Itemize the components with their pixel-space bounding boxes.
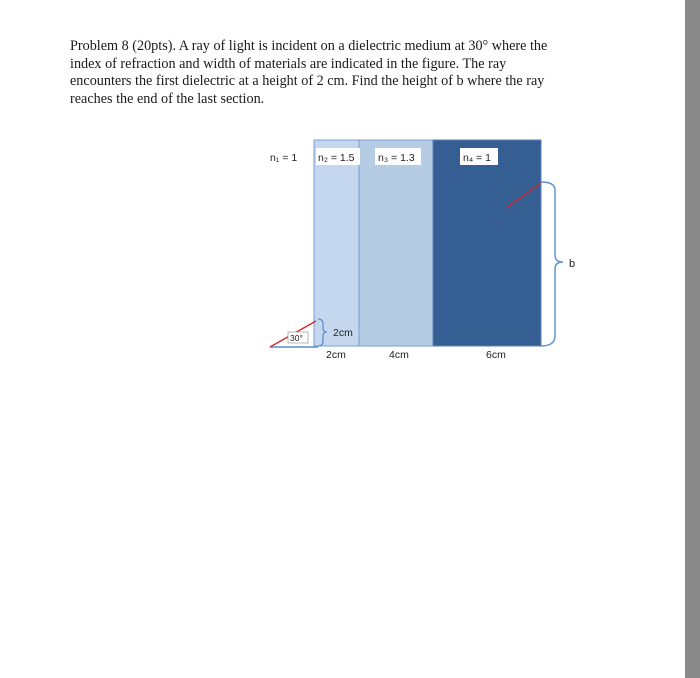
width-label-n3: 4cm: [389, 349, 409, 361]
problem-line: Problem 8 (20pts). A ray of light is incident on a dielectric medium at 30° where the: [70, 38, 548, 54]
index-label-n4: n₄ = 1: [463, 152, 491, 164]
height-label: 2cm: [333, 327, 353, 339]
problem-line: encounters the first dielectric at a height of 2 cm. Find the height of b where the ray: [70, 73, 545, 89]
region-n2: [314, 140, 359, 346]
index-label-n2: n₂ = 1.5: [318, 152, 355, 164]
b-bracket: [541, 182, 563, 346]
scrollbar[interactable]: [685, 0, 700, 678]
problem-line: index of refraction and width of materials are indicated in the figure. The ray: [70, 55, 507, 72]
b-label: b: [569, 258, 576, 270]
width-label-n4: 6cm: [486, 349, 506, 361]
region-n4: [433, 140, 541, 346]
width-label-n2: 2cm: [326, 349, 346, 361]
problem-line: reaches the end of the last section.: [70, 90, 265, 107]
index-label-n1: n₁ = 1: [270, 152, 298, 164]
index-label-n3: n₃ = 1.3: [378, 152, 415, 164]
region-n3: [359, 140, 433, 346]
angle-label: 30°: [290, 333, 303, 343]
